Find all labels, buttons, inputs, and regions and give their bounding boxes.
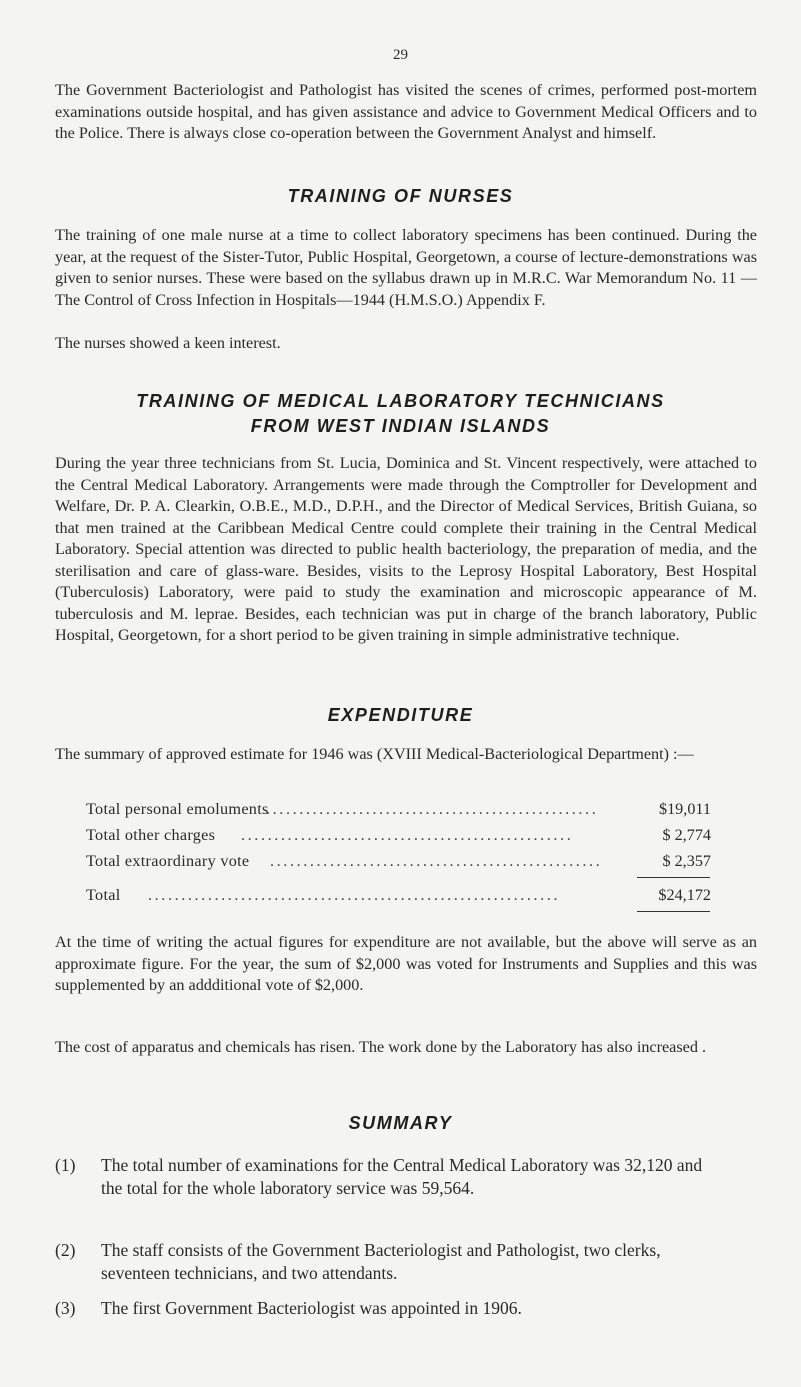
summary-item-number: (2) bbox=[55, 1240, 76, 1260]
expenditure-row-amount: $19,011 bbox=[658, 800, 711, 818]
heading-training-of-nurses: TRAINING OF NURSES bbox=[287, 186, 514, 206]
heading-expenditure: EXPENDITURE bbox=[327, 705, 474, 725]
nurses-paragraph-1: The training of one male nurse at a time to collect laboratory specimens has been continued. During the year, at the request of the Sister-Tutor, Public Hospital, Georgetown, a course of lecture-demonstrations was given to senior nurses. These were based on the syllabus drawn up in M.R.C. War Memorandum No. 11 —The Control of Cross Infection in Hospitals—1944 (H.M.S.O.) Appendix F. bbox=[55, 226, 757, 309]
summary-item-text: The total number of examinations for the Central Medical Laboratory was 32,120 and the total for the whole laboratory service was 59,564. bbox=[101, 1155, 703, 1198]
expenditure-total-row bbox=[86, 886, 711, 908]
expenditure-total-label: Total bbox=[86, 886, 121, 904]
expenditure-paragraph-1: At the time of writing the actual figures for expenditure are not available, but the above will serve as an approximate figure. For the year, the sum of $2,000 was voted for Instruments and Supplies and this was supplemented by an addditional vote of $2,000. bbox=[55, 933, 757, 994]
expenditure-row-label: Total personal emoluments bbox=[86, 800, 269, 818]
intro-paragraph: The Government Bacteriologist and Pathologist has visited the scenes of crimes, performed post-mortem examinations outside hospital, and has given assistance and advice to Government Medical Officers and to the Police. There is always close co-operation between the Government Analyst and himself. bbox=[55, 81, 757, 142]
leader-dots: .................................................. bbox=[270, 852, 603, 870]
leader-dots: .................................................. bbox=[241, 826, 574, 844]
page-number: 29 bbox=[393, 47, 408, 63]
expenditure-row bbox=[86, 826, 711, 848]
summary-item-text: The staff consists of the Government Bacteriologist and Pathologist, two clerks, seventeen technicians, and two attendants. bbox=[101, 1240, 661, 1283]
expenditure-row-amount: $ 2,357 bbox=[662, 852, 711, 870]
summary-item-text: The first Government Bacteriologist was appointed in 1906. bbox=[101, 1298, 522, 1318]
expenditure-paragraph-2: The cost of apparatus and chemicals has risen. The work done by the Laboratory has also increased . bbox=[55, 1038, 707, 1056]
heading-training-technicians-line1: TRAINING OF MEDICAL LABORATORY TECHNICIANS bbox=[136, 391, 665, 411]
leader-dots: .................................................. bbox=[266, 800, 599, 818]
subtotal-rule bbox=[637, 877, 710, 878]
expenditure-row bbox=[86, 800, 711, 822]
expenditure-row-amount: $ 2,774 bbox=[662, 826, 711, 844]
summary-item-number: (1) bbox=[55, 1155, 76, 1175]
expenditure-row bbox=[86, 852, 711, 874]
leader-dots: .............................................................. bbox=[148, 886, 561, 904]
heading-training-technicians bbox=[0, 391, 801, 437]
summary-item bbox=[55, 1239, 755, 1289]
nurses-paragraph-2: The nurses showed a keen interest. bbox=[55, 334, 281, 352]
summary-item-number: (3) bbox=[55, 1298, 76, 1318]
technicians-paragraph: During the year three technicians from St. Lucia, Dominica and St. Vincent respectively, were attached to the Central Medical Laboratory. Arrangements were made through the Comptroller for Development and Welfare, Dr. P. A. Clearkin, O.B.E., M.D., D.P.H., and the Director of Medical Services, British Guiana, so that men trained at the Caribbean Medical Centre could complete their training in the Central Medical Laboratory. Special attention was directed to public health bacteriology, the preparation of media, and the sterilisation and care of glass-ware. Besides, visits to the Leprosy Hospital Laboratory, Best Hospital (Tuberculosis) Laboratory, were paid to study the examination and microscopic appearance of M. tuberculosis and M. leprae. Besides, each technician was put in charge of the branch laboratory, Public Hospital, Georgetown, for a short period to be given training in simple administrative technique. bbox=[55, 454, 757, 644]
expenditure-intro: The summary of approved estimate for 1946 was (XVIII Medical-Bacteriological Department) :— bbox=[55, 745, 694, 763]
expenditure-row-label: Total extraordinary vote bbox=[86, 852, 250, 870]
expenditure-row-label: Total other charges bbox=[86, 826, 216, 844]
summary-item bbox=[55, 1154, 755, 1229]
summary-item bbox=[55, 1297, 755, 1322]
heading-training-technicians-line2: FROM WEST INDIAN ISLANDS bbox=[250, 416, 551, 436]
heading-summary: SUMMARY bbox=[348, 1113, 453, 1133]
total-rule bbox=[637, 911, 710, 912]
expenditure-total-amount: $24,172 bbox=[658, 886, 711, 904]
